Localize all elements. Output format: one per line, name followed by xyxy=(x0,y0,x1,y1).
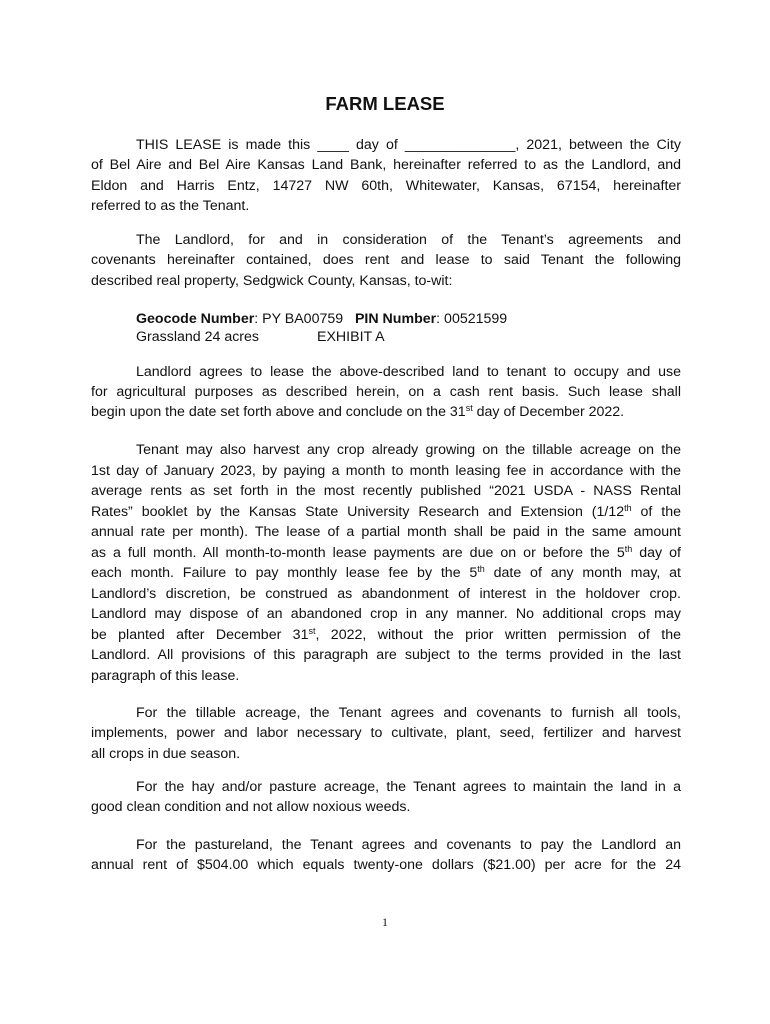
text-line: covenants hereinafter contained, does rent and lease to said Tenant the following xyxy=(91,252,681,269)
property-identifiers xyxy=(136,310,507,328)
text-line: good clean condition and not allow noxious weeds. xyxy=(91,799,411,816)
lease-intro-paragraph xyxy=(91,135,681,216)
text-line: Landlord. All provisions of this paragraph are subject to the terms provided in the last xyxy=(91,647,681,663)
text-line: average rents as set forth in the most recently published “2021 USDA - NASS Rental xyxy=(91,483,681,499)
text-line: Landlord agrees to lease the above-described land to tenant to occupy and use xyxy=(136,364,681,380)
text-line: Tenant may also harvest any crop already growing on the tillable acreage on the xyxy=(136,442,681,458)
pin-value: : 00521599 xyxy=(436,311,508,327)
text-line xyxy=(91,563,681,584)
superscript: th xyxy=(477,564,485,574)
text-line: implements, power and labor necessary to cultivate, plant, seed, fertilizer and harvest xyxy=(91,725,681,742)
text-segment: date of any month may, at xyxy=(484,565,681,581)
grassland-acreage: Grassland 24 acres xyxy=(136,329,260,345)
text-line: 1st day of January 2023, by paying a month to month leasing fee in accordance with the xyxy=(91,462,681,479)
text-line: THIS LEASE is made this ____ day of ______________, 2021, between the City xyxy=(136,137,681,153)
text-line: referred to as the Tenant. xyxy=(91,197,250,214)
text-line xyxy=(91,543,681,564)
pastureland-rent-paragraph xyxy=(91,835,681,876)
text-line: Eldon and Harris Entz, 14727 NW 60th, Whitewater, Kansas, 67154, hereinafter xyxy=(91,177,681,194)
text-line: Landlord’s discretion, be construed as abandonment of interest in the holdover crop. xyxy=(91,585,681,602)
text-segment: , 2022, without the prior written permission of the xyxy=(315,626,681,643)
superscript: st xyxy=(465,402,473,413)
text-segment: Rates” booklet by the Kansas State University Research and Extension (1/12 xyxy=(91,503,625,520)
text-line: The Landlord, for and in consideration of the Tenant’s agreements and xyxy=(136,232,681,248)
text-line: of Bel Aire and Bel Aire Kansas Land Bank, hereinafter referred to as the Landlord, and xyxy=(91,157,681,174)
text-line: Landlord may dispose of an abandoned crop in any manner. No additional crops may xyxy=(91,606,681,622)
superscript: st xyxy=(308,625,316,636)
geocode-label: Geocode Number xyxy=(136,311,255,327)
text-segment: begin upon the date set forth above and conclude on the 31 xyxy=(91,403,466,420)
text-line: described real property, Sedgwick County, Kansas, to-wit: xyxy=(91,272,453,289)
text-line: annual rate per month). The lease of a partial month shall be paid in the same amount xyxy=(91,524,681,540)
text-line xyxy=(91,403,681,423)
document-title: FARM LEASE xyxy=(325,93,445,114)
text-segment: day of December 2022. xyxy=(472,403,625,420)
text-line: For the pastureland, the Tenant agrees and covenants to pay the Landlord an xyxy=(136,837,681,853)
property-description xyxy=(136,310,507,346)
superscript: th xyxy=(624,502,632,513)
text-line xyxy=(91,502,681,523)
text-line: all crops in due season. xyxy=(91,745,241,762)
text-segment: each month. Failure to pay monthly lease fee by the 5 xyxy=(91,565,478,581)
text-segment: as a full month. All month-to-month lease payments are due on or before the 5 xyxy=(91,544,625,561)
text-segment: day of xyxy=(632,544,681,561)
geocode-value: : PY BA00759 xyxy=(254,311,344,327)
text-segment: of the xyxy=(631,503,681,520)
text-segment: be planted after December 31 xyxy=(91,626,309,643)
property-acreage-row xyxy=(136,328,507,346)
text-line: paragraph of this lease. xyxy=(91,667,240,684)
text-line: For the tillable acreage, the Tenant agrees and covenants to furnish all tools, xyxy=(136,705,681,721)
page-number: 1 xyxy=(382,915,388,929)
text-line: for agricultural purposes as described herein, on a cash rent basis. Such lease shall xyxy=(91,383,681,400)
text-line: For the hay and/or pasture acreage, the Tenant agrees to maintain the land in a xyxy=(136,779,681,795)
lease-term-paragraph xyxy=(91,363,681,422)
lease-grant-paragraph xyxy=(91,230,681,291)
exhibit-reference: EXHIBIT A xyxy=(317,329,385,345)
text-line: annual rent of $504.00 which equals twenty-one dollars ($21.00) per acre for the 24 xyxy=(91,857,681,874)
text-line xyxy=(91,625,681,646)
tillable-acreage-paragraph xyxy=(91,703,681,764)
pin-label: PIN Number xyxy=(354,311,437,327)
hay-pasture-paragraph xyxy=(91,777,681,818)
superscript: th xyxy=(624,543,633,554)
holdover-crop-paragraph xyxy=(91,440,681,686)
